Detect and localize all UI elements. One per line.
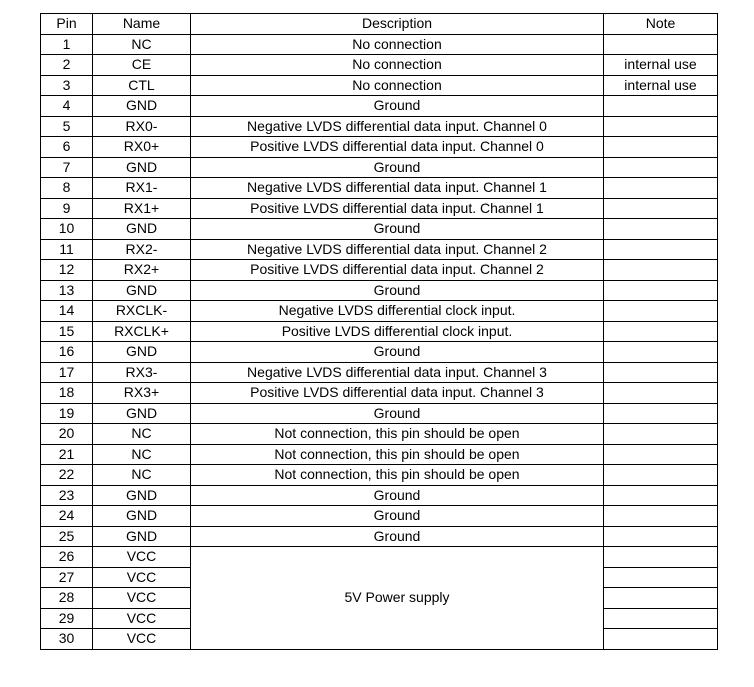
table-row [41, 219, 718, 240]
table-row [41, 239, 718, 260]
description-cell: Ground [191, 485, 604, 506]
pin-cell: 29 [41, 608, 93, 629]
pin-cell: 30 [41, 629, 93, 650]
header-pin: Pin [41, 14, 93, 35]
header-description: Description [191, 14, 604, 35]
pin-cell: 7 [41, 157, 93, 178]
table-row [41, 178, 718, 199]
header-note: Note [604, 14, 718, 35]
description-cell: Positive LVDS differential data input. Channel 2 [191, 260, 604, 281]
note-cell [604, 567, 718, 588]
description-cell: No connection [191, 55, 604, 76]
note-cell [604, 383, 718, 404]
pin-cell: 16 [41, 342, 93, 363]
table-row [41, 75, 718, 96]
table-row [41, 465, 718, 486]
note-cell [604, 506, 718, 527]
header-name: Name [93, 14, 191, 35]
name-cell: RX3+ [93, 383, 191, 404]
name-cell: VCC [93, 567, 191, 588]
pin-cell: 27 [41, 567, 93, 588]
description-cell: Ground [191, 157, 604, 178]
description-cell: Not connection, this pin should be open [191, 444, 604, 465]
pin-cell: 12 [41, 260, 93, 281]
pin-cell: 19 [41, 403, 93, 424]
note-cell [604, 465, 718, 486]
name-cell: NC [93, 424, 191, 445]
name-cell: VCC [93, 547, 191, 568]
note-cell [604, 96, 718, 117]
description-cell: Positive LVDS differential clock input. [191, 321, 604, 342]
note-cell [604, 178, 718, 199]
note-cell [604, 403, 718, 424]
pin-cell: 26 [41, 547, 93, 568]
note-cell [604, 321, 718, 342]
pin-cell: 11 [41, 239, 93, 260]
note-cell [604, 198, 718, 219]
name-cell: GND [93, 342, 191, 363]
description-cell: Positive LVDS differential data input. Channel 3 [191, 383, 604, 404]
name-cell: RX3- [93, 362, 191, 383]
pin-cell: 18 [41, 383, 93, 404]
table-row [41, 34, 718, 55]
note-cell [604, 424, 718, 445]
name-cell: RX2- [93, 239, 191, 260]
name-cell: GND [93, 403, 191, 424]
pin-cell: 6 [41, 137, 93, 158]
description-cell: No connection [191, 75, 604, 96]
description-cell: Ground [191, 280, 604, 301]
pin-cell: 23 [41, 485, 93, 506]
name-cell: RX0+ [93, 137, 191, 158]
description-cell: Negative LVDS differential data input. Channel 2 [191, 239, 604, 260]
pin-cell: 17 [41, 362, 93, 383]
table-row [41, 137, 718, 158]
description-cell: Negative LVDS differential data input. Channel 3 [191, 362, 604, 383]
description-cell: Not connection, this pin should be open [191, 465, 604, 486]
note-cell [604, 34, 718, 55]
note-cell: internal use [604, 55, 718, 76]
note-cell [604, 157, 718, 178]
pin-cell: 20 [41, 424, 93, 445]
name-cell: VCC [93, 608, 191, 629]
note-cell [604, 239, 718, 260]
note-cell [604, 280, 718, 301]
pin-cell: 24 [41, 506, 93, 527]
description-cell: Not connection, this pin should be open [191, 424, 604, 445]
description-cell: Ground [191, 526, 604, 547]
note-cell: internal use [604, 75, 718, 96]
name-cell: CTL [93, 75, 191, 96]
pin-cell: 8 [41, 178, 93, 199]
note-cell [604, 608, 718, 629]
note-cell [604, 547, 718, 568]
name-cell: NC [93, 465, 191, 486]
name-cell: VCC [93, 588, 191, 609]
name-cell: GND [93, 96, 191, 117]
name-cell: GND [93, 280, 191, 301]
note-cell [604, 362, 718, 383]
name-cell: GND [93, 219, 191, 240]
table-row [41, 321, 718, 342]
pin-cell: 22 [41, 465, 93, 486]
note-cell [604, 342, 718, 363]
note-cell [604, 301, 718, 322]
table-row [41, 424, 718, 445]
table-row [41, 547, 718, 568]
name-cell: RX2+ [93, 260, 191, 281]
pin-cell: 10 [41, 219, 93, 240]
name-cell: RX0- [93, 116, 191, 137]
name-cell: GND [93, 157, 191, 178]
name-cell: RXCLK- [93, 301, 191, 322]
table-row [41, 96, 718, 117]
pin-assignment-table [40, 13, 718, 650]
pin-cell: 5 [41, 116, 93, 137]
description-cell: Ground [191, 96, 604, 117]
table-row [41, 55, 718, 76]
pin-cell: 25 [41, 526, 93, 547]
table-header-row [41, 14, 718, 35]
pin-cell: 13 [41, 280, 93, 301]
pin-cell: 9 [41, 198, 93, 219]
description-cell: Ground [191, 219, 604, 240]
table-row [41, 198, 718, 219]
table-body [41, 34, 718, 649]
name-cell: VCC [93, 629, 191, 650]
note-cell [604, 444, 718, 465]
table-row [41, 506, 718, 527]
table-row [41, 157, 718, 178]
description-cell: Ground [191, 342, 604, 363]
table-row [41, 485, 718, 506]
name-cell: GND [93, 485, 191, 506]
description-cell: Positive LVDS differential data input. Channel 1 [191, 198, 604, 219]
pin-cell: 3 [41, 75, 93, 96]
name-cell: GND [93, 526, 191, 547]
note-cell [604, 485, 718, 506]
table-row [41, 280, 718, 301]
description-cell: Positive LVDS differential data input. Channel 0 [191, 137, 604, 158]
description-cell: No connection [191, 34, 604, 55]
note-cell [604, 588, 718, 609]
table-row [41, 444, 718, 465]
table-row [41, 526, 718, 547]
note-cell [604, 629, 718, 650]
name-cell: RX1+ [93, 198, 191, 219]
note-cell [604, 137, 718, 158]
name-cell: CE [93, 55, 191, 76]
description-cell: Ground [191, 506, 604, 527]
table-row [41, 116, 718, 137]
name-cell: GND [93, 506, 191, 527]
name-cell: RX1- [93, 178, 191, 199]
table-row [41, 403, 718, 424]
description-cell: Negative LVDS differential data input. Channel 1 [191, 178, 604, 199]
table-row [41, 362, 718, 383]
table-row [41, 383, 718, 404]
pin-cell: 14 [41, 301, 93, 322]
description-cell: Negative LVDS differential clock input. [191, 301, 604, 322]
table-row [41, 260, 718, 281]
pin-cell: 2 [41, 55, 93, 76]
table-row [41, 301, 718, 322]
note-cell [604, 219, 718, 240]
note-cell [604, 116, 718, 137]
name-cell: RXCLK+ [93, 321, 191, 342]
description-cell: Negative LVDS differential data input. Channel 0 [191, 116, 604, 137]
pin-cell: 28 [41, 588, 93, 609]
pin-cell: 4 [41, 96, 93, 117]
pin-cell: 15 [41, 321, 93, 342]
note-cell [604, 526, 718, 547]
note-cell [604, 260, 718, 281]
description-cell: Ground [191, 403, 604, 424]
power-supply-description: 5V Power supply [191, 547, 604, 650]
pin-cell: 1 [41, 34, 93, 55]
pin-cell: 21 [41, 444, 93, 465]
name-cell: NC [93, 34, 191, 55]
table-row [41, 342, 718, 363]
name-cell: NC [93, 444, 191, 465]
